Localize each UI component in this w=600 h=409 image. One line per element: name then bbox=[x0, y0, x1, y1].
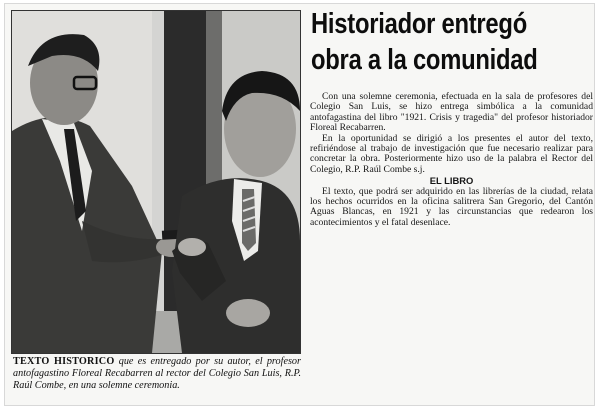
article-headline bbox=[311, 6, 542, 78]
newspaper-clipping bbox=[4, 3, 595, 406]
headline-line-2: obra a la comunidad bbox=[311, 44, 538, 76]
paragraph-3: El texto, que podrá ser adquirido en las librerías de la ciudad, relata los hechos ocurridos en la oficina salitrera San Gregorio, del Cantón Aguas Blancas, en 1921 y las circunstancias que redearon los acontecimientos y el fatal desenlace. bbox=[310, 185, 593, 228]
paragraph-1: Con una solemne ceremonia, efectuada en la sala de profesores del Colegio San Luis, se hizo entrega simbólica a la comunidad antofagastina del libro "1921. Crisis y tragedia" del profesor historiador Floreal Recabarren. bbox=[310, 91, 593, 134]
caption-text: que es entregado por su autor, el profesor antofagastino Floreal Recabarren al rector del Colegio San Luis, R.P. Raúl Combe, en una solemne ceremonia. bbox=[13, 356, 301, 391]
paragraph-2: En la oportunidad se dirigió a los presentes el autor del texto, refiriéndose al trabajo de investigación que fue necesario realizar para concretar la obra. Posteriormente hizo uso de la palabra el Rector del Colegio, R.P. Raúl Combe s.j. bbox=[310, 132, 593, 175]
article-body bbox=[310, 92, 593, 228]
article-photo bbox=[11, 10, 301, 354]
section-subheading: EL LIBRO bbox=[429, 175, 474, 187]
headline-line-1: Historiador entregó bbox=[311, 8, 527, 40]
caption-lead: TEXTO HISTORICO bbox=[13, 356, 115, 367]
photo-caption bbox=[13, 356, 301, 404]
